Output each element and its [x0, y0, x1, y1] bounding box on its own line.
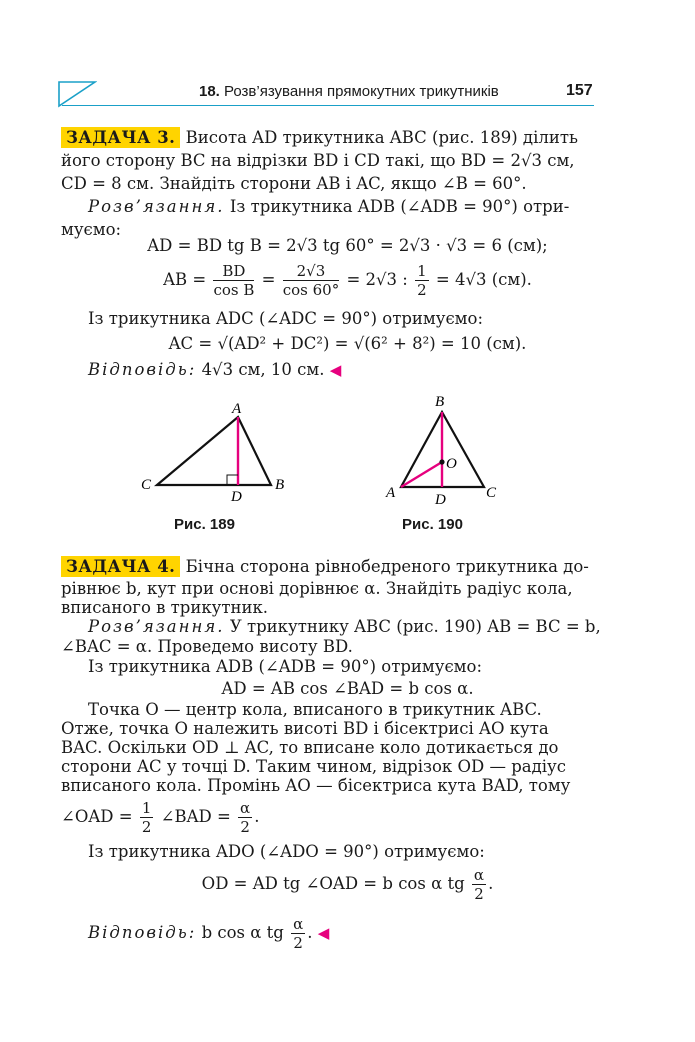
task3-text1: Висота AD трикутника ABC (рис. 189) ділить [185, 128, 578, 147]
fig190-label-A: A [386, 485, 396, 501]
task4-answer-value: b cos α tg [201, 923, 284, 942]
eq-od: OD = AD tg ∠OAD = b cos α tg [201, 874, 465, 893]
eq-oad-frac1: $\frac{1}{2}$ [141, 799, 152, 836]
eq-bad: ∠BAD = [160, 807, 231, 826]
fig190-label-O: O [446, 456, 457, 472]
eq-oad-end: . [254, 807, 260, 826]
section-number: 18. [199, 83, 220, 100]
task4-solution-text2: ∠BAC = α. Проведемо висоту BD. [61, 637, 353, 656]
task4-from-adb: Із трикутника ADB (∠ADB = 90°) отримуємо: [88, 657, 483, 676]
task3-solution-text1: Із трикутника ADB (∠ADB = 90°) отри- [229, 197, 570, 216]
eq2-mid: = 2√3 : [346, 270, 408, 289]
fig189-label-A: A [232, 401, 242, 417]
fig189-label-D: D [231, 489, 242, 505]
task4-para2: Отже, точка O належить висоті BD і бісектрисі AO кута [61, 719, 549, 738]
task4-text3: вписаного в трикутник. [61, 598, 269, 617]
task3-eq2 [0, 262, 695, 299]
task4-eq1: AD = AB cos ∠BAD = b cos α. [221, 679, 474, 698]
task4-eq3 [0, 866, 695, 903]
task4-answer-label: Відповідь: [88, 923, 197, 942]
task4-solution-label: Розв’язання. [88, 617, 225, 636]
eq-oad-frac2: $\frac{\alpha}{2}$ [240, 799, 251, 836]
task4-from-ado: Із трикутника ADO (∠ADO = 90°) отримуємо: [88, 842, 485, 861]
task4-eq2 [61, 799, 259, 836]
eq-od-end: . [488, 874, 494, 893]
fig190-label-D: D [435, 492, 446, 508]
task4-text2: рівнює b, кут при основі дорівнює α. Знайдіть радіус кола, [61, 579, 573, 598]
task4-label: ЗАДАЧА 4. [61, 556, 180, 577]
task4-line1 [61, 557, 589, 577]
task4-para1: Точка O — центр кола, вписаного в трикутник ABC. [88, 700, 542, 719]
task3-solution-text2: муємо: [61, 220, 122, 239]
task4-answer-end: . [307, 923, 313, 942]
corner-triangle-icon [57, 80, 97, 108]
task4-para4: сторони AC у точці D. Таким чином, відрізок OD — радіус [61, 757, 566, 776]
task4-para3: BAC. Оскільки OD ⊥ AC, то вписане коло дотикається до [61, 738, 559, 757]
fig189-triangle [157, 417, 271, 485]
task3-solution-label: Розв’язання. [88, 197, 225, 216]
figure-190 [382, 390, 502, 510]
fig190-label-C: C [486, 485, 497, 501]
task3-from-adc: Із трикутника ADC (∠ADC = 90°) отримуємо: [88, 309, 484, 328]
fig190-caption: Рис. 190 [402, 516, 463, 533]
eq2-end: = 4√3 (см). [435, 270, 532, 289]
fig189-label-B: B [275, 477, 285, 493]
eq2-left: AB = [163, 270, 207, 289]
task3-eq1: AD = BD tg B = 2√3 tg 60° = 2√3 · √3 = 6 (см); [147, 236, 548, 255]
header-rule [62, 105, 594, 106]
task4-solution-line1 [88, 617, 601, 637]
task3-answer-label: Відповідь: [88, 360, 197, 379]
fig189-right-angle [227, 475, 238, 485]
task3-answer-value: 4√3 см, 10 см. [201, 360, 325, 379]
eq2-frac2: $\frac{2√3}{\cos 60^\circ}$ [282, 262, 340, 299]
task3-text3: CD = 8 см. Знайдіть сторони AB і AC, якщо ∠B = 60°. [61, 174, 527, 193]
eq-oad: ∠OAD = [61, 807, 133, 826]
task4-solution-text1: У трикутнику ABC (рис. 190) AB = BC = b, [229, 617, 601, 636]
task4-para5: вписаного кола. Промінь AO — бісектриса кута BAD, тому [61, 776, 571, 795]
eq-od-frac: $\frac{\alpha}{2}$ [473, 866, 485, 903]
eq2-frac1: $\frac{BD}{\text{cos B}}$ [213, 262, 255, 299]
task4-answer [88, 915, 329, 952]
task4-answer-frac: $\frac{\alpha}{2}$ [293, 915, 304, 952]
end-marker-icon: ◀ [329, 361, 342, 379]
task4-text1: Бічна сторона рівнобедреного трикутника до- [185, 557, 589, 576]
section-title: Розв’язування прямокутних трикутників [224, 83, 499, 100]
task3-text2: його сторону BC на відрізки BD і CD такі, що BD = 2√3 см, [61, 151, 575, 170]
task3-answer [88, 360, 341, 380]
fig189-caption: Рис. 189 [174, 516, 235, 533]
page-number: 157 [566, 82, 593, 99]
task3-label: ЗАДАЧА 3. [61, 127, 180, 148]
end-marker-icon: ◀ [317, 924, 330, 942]
fig190-label-B: B [435, 394, 445, 410]
figure-189 [135, 395, 295, 505]
fig189-label-C: C [141, 477, 152, 493]
fig190-center-point [439, 459, 444, 464]
eq2-equals: = [261, 270, 276, 289]
eq2-frac3: $\frac{1}{2}$ [417, 262, 427, 299]
task3-line1 [61, 128, 578, 148]
task3-eq3: AC = √(AD² + DC²) = √(6² + 8²) = 10 (см). [168, 334, 527, 353]
task3-solution-line1 [88, 197, 569, 217]
